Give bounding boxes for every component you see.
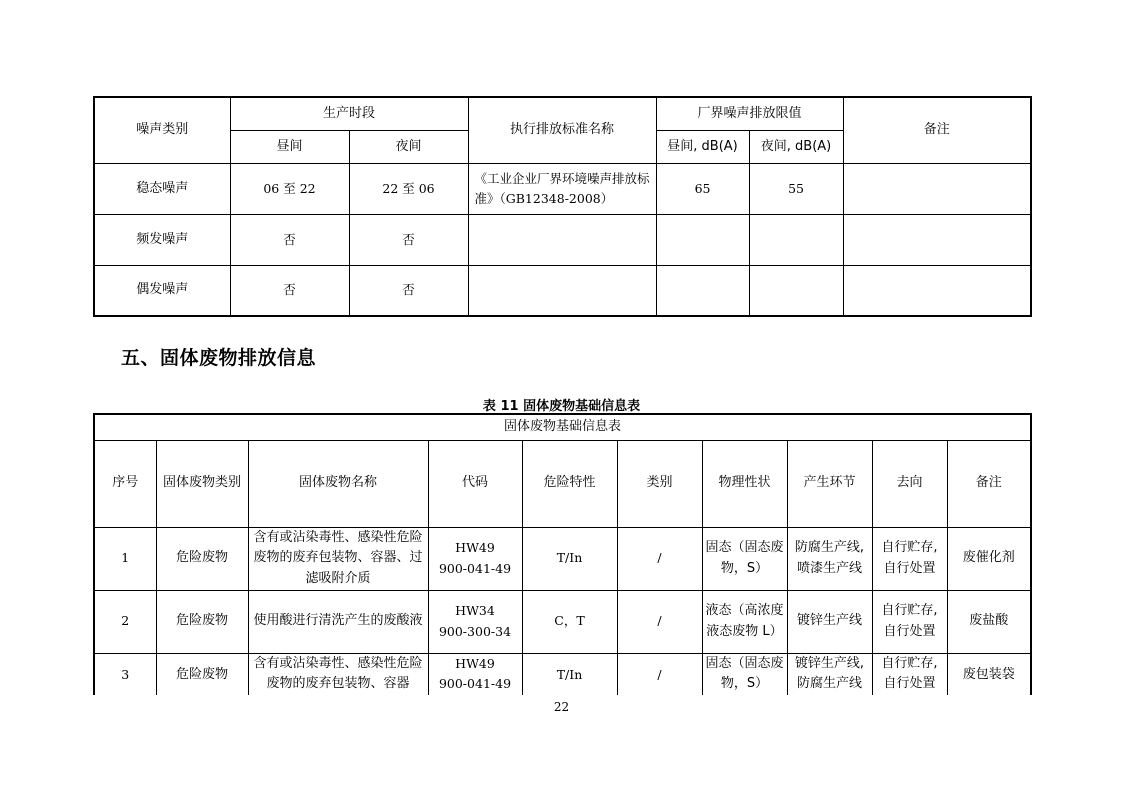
generation-stage: 镀锌生产线 — [787, 590, 872, 653]
header-cell: 去向 — [872, 440, 947, 527]
night-limit-cell — [749, 214, 843, 265]
day-period-cell: 否 — [230, 214, 349, 265]
header-cell: 备注 — [947, 440, 1031, 527]
night-limit-cell: 55 — [749, 163, 843, 214]
code-number: 900-041-49 — [438, 560, 512, 576]
hazard-characteristic: C，T — [522, 590, 617, 653]
waste-remarks: 废盐酸 — [947, 590, 1031, 653]
header-standard-name: 执行排放标准名称 — [468, 97, 656, 163]
day-limit-cell — [656, 265, 749, 316]
waste-category: 危险废物 — [156, 590, 248, 653]
code-group: HW49 — [455, 540, 495, 555]
waste-remarks-text: 废包装袋 — [962, 666, 1015, 682]
noise-type-cell: 稳态噪声 — [94, 163, 230, 214]
noise-type-cell: 偶发噪声 — [94, 265, 230, 316]
header-night-db: 夜间, dB(A) — [749, 130, 843, 163]
waste-class: / — [617, 527, 702, 590]
noise-emission-table — [93, 96, 1032, 317]
table-row — [94, 527, 1031, 590]
header-noise-type: 噪声类别 — [94, 97, 230, 163]
night-limit-cell — [749, 265, 843, 316]
header-cell: 产生环节 — [787, 440, 872, 527]
day-period-cell: 06 至 22 — [230, 163, 349, 214]
code-number: 900-300-34 — [438, 623, 512, 639]
header-cell: 类别 — [617, 440, 702, 527]
waste-code-text — [432, 654, 519, 695]
remarks-cell — [843, 265, 1031, 316]
destination-text: 自行贮存,自行处置 — [881, 655, 938, 691]
row-number-text: 3 — [121, 666, 130, 682]
table-row — [94, 214, 1031, 265]
row-number: 2 — [94, 590, 156, 653]
destination: 自行贮存,自行处置 — [872, 590, 947, 653]
hazard-characteristic: T/In — [522, 527, 617, 590]
waste-table-title: 固体废物基础信息表 — [94, 414, 1031, 440]
header-day: 昼间 — [230, 130, 349, 163]
waste-code — [428, 653, 522, 695]
destination — [872, 653, 947, 695]
hazard-text: T/In — [556, 666, 583, 682]
day-limit-cell: 65 — [656, 163, 749, 214]
header-night: 夜间 — [349, 130, 468, 163]
waste-remarks: 废催化剂 — [947, 527, 1031, 590]
waste-remarks — [947, 653, 1031, 695]
waste-name — [248, 653, 428, 695]
standard-cell: 《工业企业厂界环境噪声排放标准》（GB12348-2008） — [468, 163, 656, 214]
physical-state — [702, 653, 787, 695]
header-cell: 代码 — [428, 440, 522, 527]
header-remarks: 备注 — [843, 97, 1031, 163]
night-period-cell: 否 — [349, 214, 468, 265]
table-row — [94, 265, 1031, 316]
waste-code — [428, 527, 522, 590]
header-limit: 厂界噪声排放限值 — [656, 97, 843, 130]
remarks-cell — [843, 214, 1031, 265]
waste-code — [428, 590, 522, 653]
header-day-db: 昼间, dB(A) — [656, 130, 749, 163]
header-cell: 危险特性 — [522, 440, 617, 527]
standard-cell — [468, 265, 656, 316]
solid-waste-table — [93, 413, 1032, 695]
day-period-cell: 否 — [230, 265, 349, 316]
physical-state: 液态（高浓度液态废物 L） — [702, 590, 787, 653]
waste-category-text: 危险废物 — [175, 666, 228, 682]
header-cell: 固体废物类别 — [156, 440, 248, 527]
generation-stage-text: 镀锌生产线,防腐生产线 — [794, 655, 865, 691]
waste-category — [156, 653, 248, 695]
waste-class — [617, 653, 702, 695]
waste-name: 使用酸进行清洗产生的废酸液 — [248, 590, 428, 653]
generation-stage: 防腐生产线,喷漆生产线 — [787, 527, 872, 590]
remarks-cell — [843, 163, 1031, 214]
header-cell: 物理性状 — [702, 440, 787, 527]
physical-state: 固态（固态废物，S） — [702, 527, 787, 590]
waste-class: / — [617, 590, 702, 653]
standard-cell — [468, 214, 656, 265]
header-cell: 序号 — [94, 440, 156, 527]
waste-category: 危险废物 — [156, 527, 248, 590]
waste-name: 含有或沾染毒性、感染性危险废物的废弃包装物、容器、过滤吸附介质 — [248, 527, 428, 590]
hazard-characteristic — [522, 653, 617, 695]
header-cell: 固体废物名称 — [248, 440, 428, 527]
code-group: HW49 — [455, 655, 495, 671]
destination: 自行贮存,自行处置 — [872, 527, 947, 590]
day-limit-cell — [656, 214, 749, 265]
table-row — [94, 653, 1031, 695]
waste-class-text: / — [657, 666, 662, 682]
header-production-period: 生产时段 — [230, 97, 468, 130]
night-period-cell: 否 — [349, 265, 468, 316]
row-number — [94, 653, 156, 695]
table-row — [94, 163, 1031, 214]
section-heading: 五、固体废物排放信息 — [121, 347, 317, 369]
waste-name-text: 含有或沾染毒性、感染性危险废物的废弃包装物、容器 — [253, 655, 423, 691]
physical-state-text: 固态（固态废物，S） — [705, 655, 784, 691]
table-caption: 表 11 固体废物基础信息表 — [482, 399, 641, 414]
generation-stage — [787, 653, 872, 695]
table-row — [94, 590, 1031, 653]
code-number: 900-041-49 — [438, 676, 512, 691]
row-number: 1 — [94, 527, 156, 590]
noise-type-cell: 频发噪声 — [94, 214, 230, 265]
page-number: 22 — [553, 700, 570, 714]
night-period-cell: 22 至 06 — [349, 163, 468, 214]
code-group: HW34 — [455, 603, 495, 618]
